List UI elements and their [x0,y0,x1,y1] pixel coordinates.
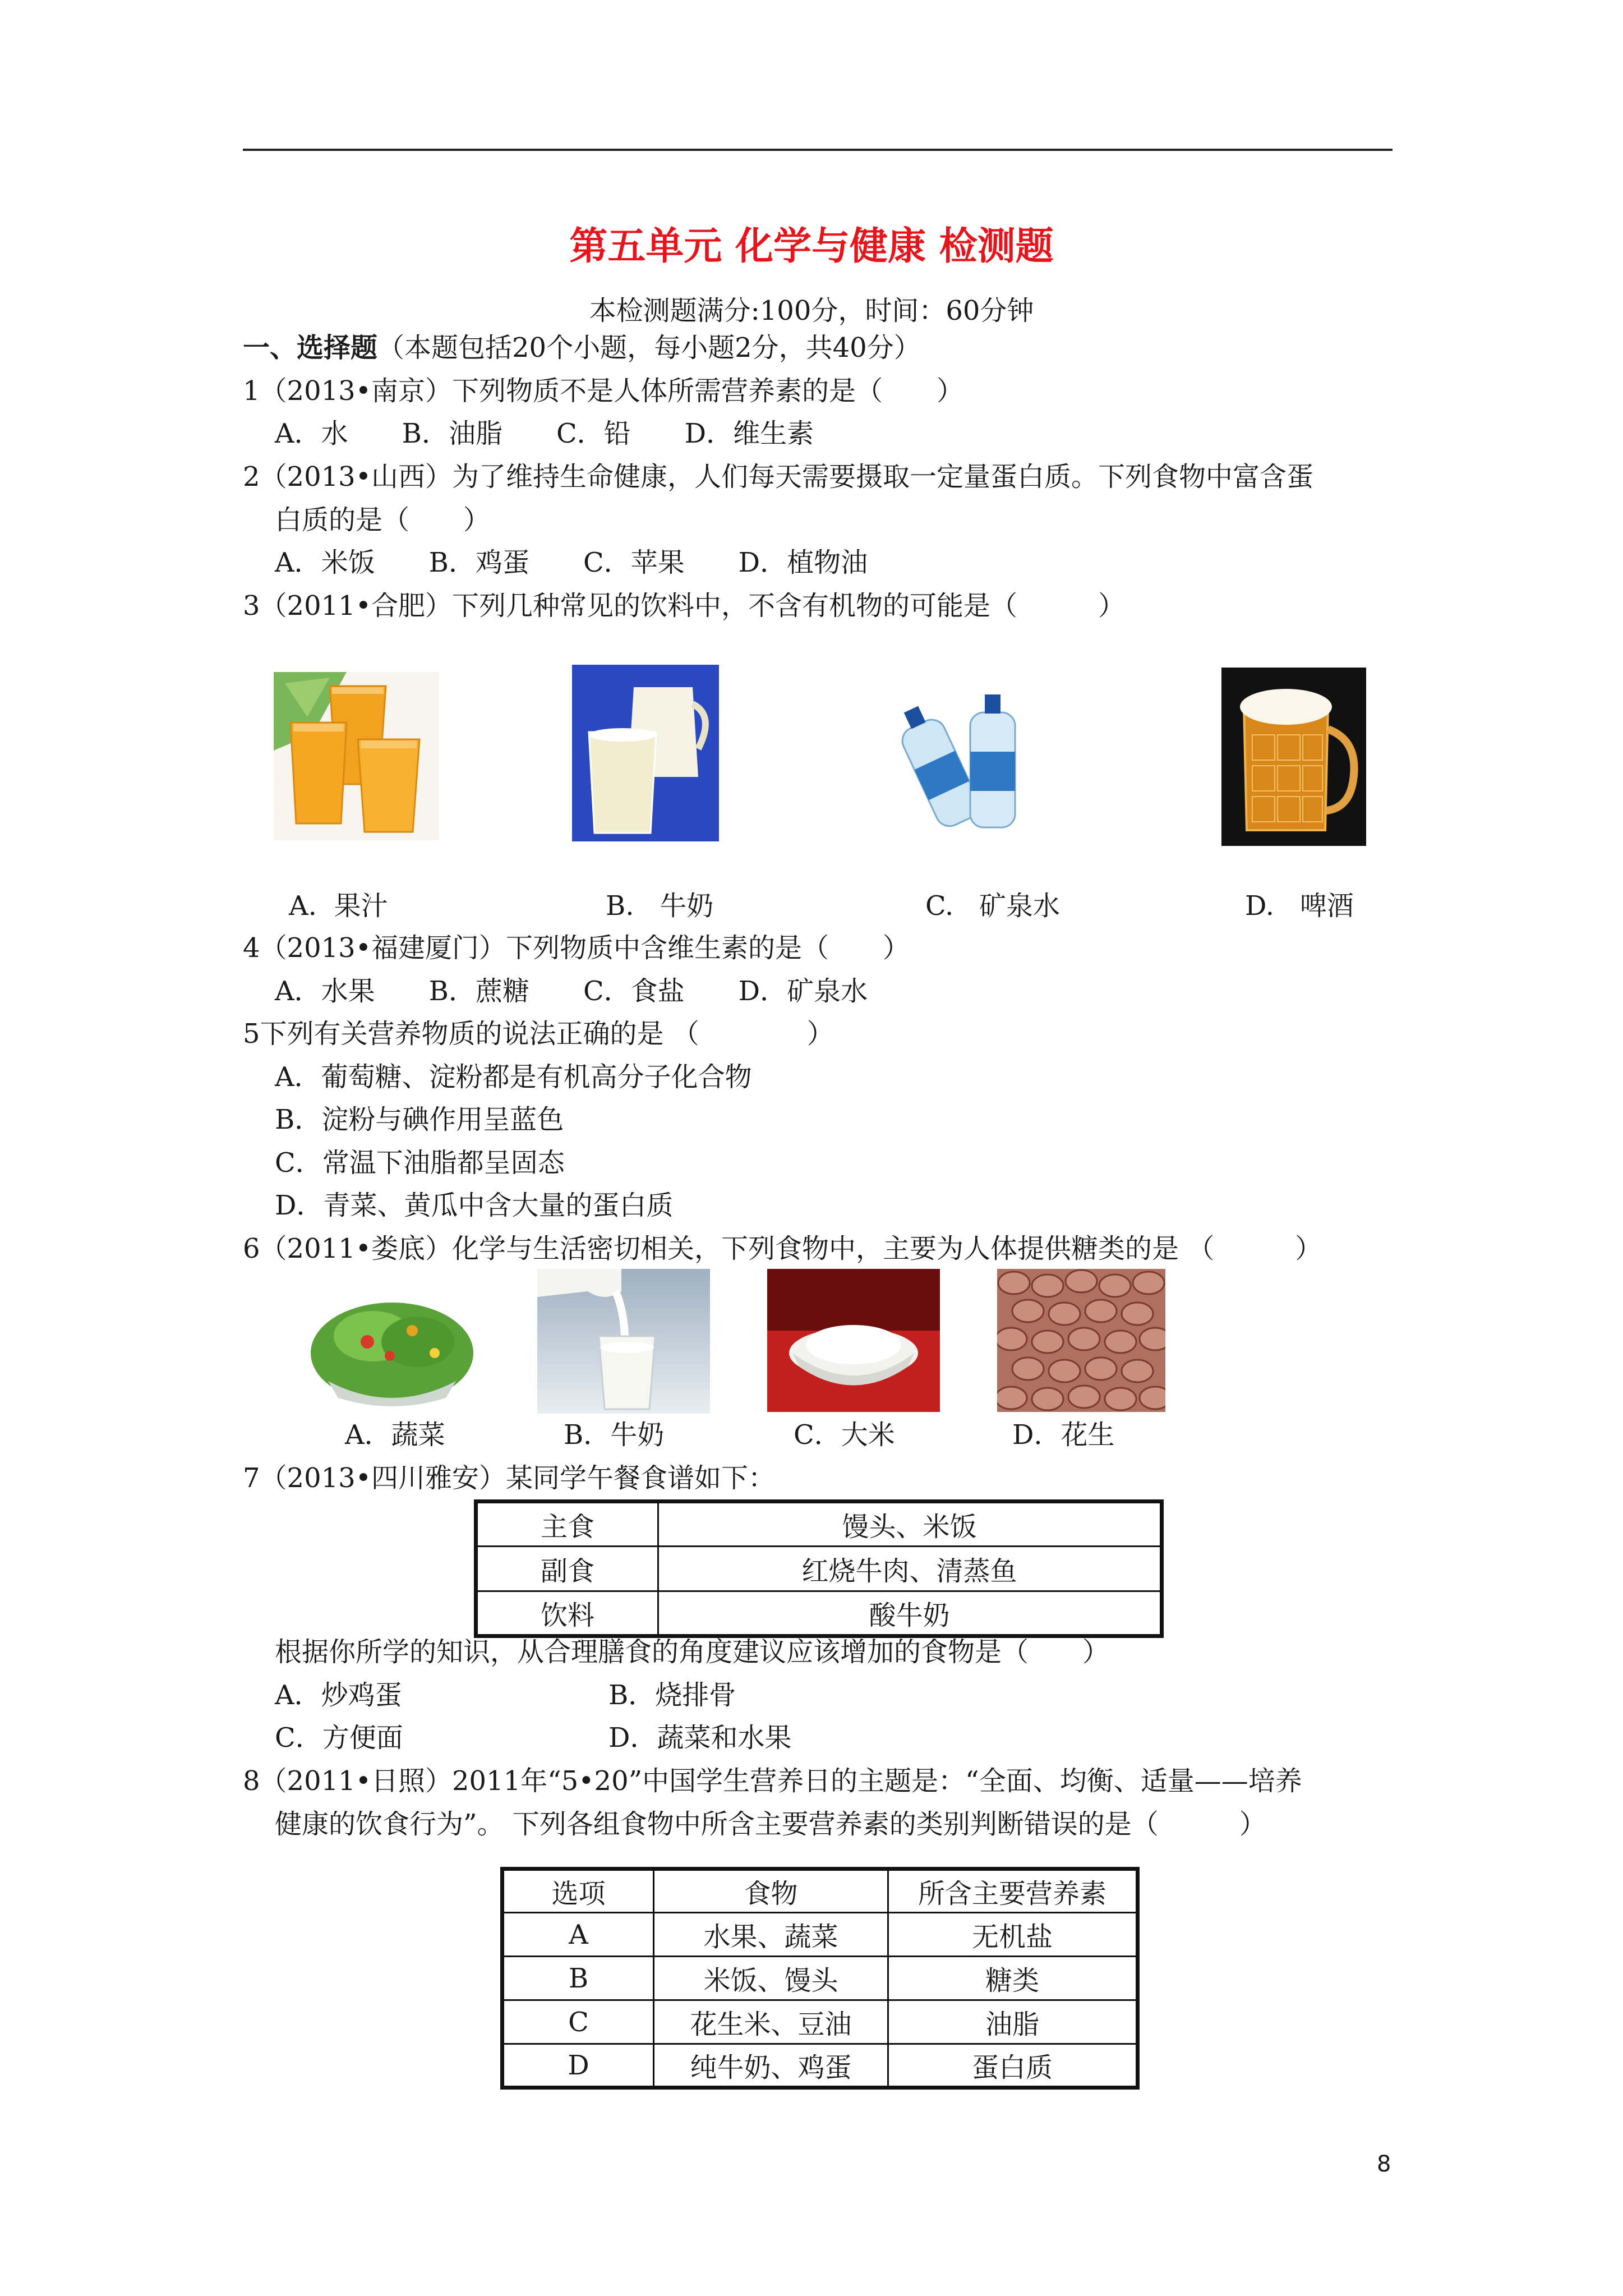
food-cell: 花生米、豆油 [654,2000,888,2044]
column-header: 所含主要营养素 [888,1869,1138,1913]
table-row [476,1547,1162,1591]
milk-image [572,665,719,841]
q1-stem: 1（2013•南京）下列物质不是人体所需营养素的是（ ） [243,375,964,407]
option-cell: A [502,1913,654,1957]
section-note: （本题包括20个小题，每小题2分，共40分） [377,332,921,364]
option-cell: B [502,1957,654,2000]
q2-stem: 2（2013•山西）为了维持生命健康，人们每天需要摄取一定量蛋白质。下列食物中富含蛋 [243,461,1314,493]
q5-option-d: D．青菜、黄瓜中含大量的蛋白质 [275,1190,674,1221]
nutrient-table [500,1867,1140,2090]
table-row [476,1591,1162,1636]
option-cell: C [502,2000,654,2044]
food-cell: 纯牛奶、鸡蛋 [654,2044,888,2088]
table-row [502,1913,1138,1957]
q3-option-a: A. 果汁 [289,890,388,922]
juice-image [274,672,439,840]
section-heading [243,331,921,365]
q7-stem: 7（2013•四川雅安）某同学午餐食谱如下： [243,1462,776,1494]
q3-stem: 3（2011•合肥）下列几种常见的饮料中，不含有机物的可能是（ ） [243,590,1126,622]
option-cell: D [502,2044,654,2088]
food-cell: 水果、蔬菜 [654,1913,888,1957]
beer-image [1221,668,1366,846]
q7-option-b: B．烧排骨 [608,1680,736,1711]
q5-option-b: B．淀粉与碘作用呈蓝色 [275,1104,564,1135]
q6-option-a: A．蔬菜 [345,1419,445,1451]
q4-options: A．水果 B．蔗糖 C．食盐 D．矿泉水 [275,976,868,1007]
q1-options: A．水 B．油脂 C．铅 D．维生素 [275,418,814,449]
mineral-water-image [880,679,1032,833]
q5-option-a: A．葡萄糖、淀粉都是有机高分子化合物 [275,1061,752,1093]
q5-option-c: C．常温下油脂都呈固态 [275,1147,565,1179]
header-rule [243,149,1393,151]
column-header: 选项 [502,1869,654,1913]
table-row [502,2000,1138,2044]
q2-options: A．米饭 B．鸡蛋 C．苹果 D．植物油 [275,547,868,578]
rice-image [767,1269,940,1412]
nutrient-cell: 无机盐 [888,1913,1138,1957]
q8-stem: 8（2011•日照）2011年“5•20”中国学生营养日的主题是：“全面、均衡、适量——培养 [243,1765,1302,1797]
q3-option-d: D. 啤酒 [1245,890,1354,922]
page-subtitle: 本检测题满分:100分，时间：60分钟 [589,295,1034,326]
table-row [502,1957,1138,2000]
menu-category: 饮料 [476,1591,658,1636]
column-header: 食物 [654,1869,888,1913]
q7-option-a: A．炒鸡蛋 [275,1680,402,1711]
nutrient-cell: 油脂 [888,2000,1138,2044]
q7-stem-cont: 根据你所学的知识，从合理膳食的角度建议应该增加的食物是（ ） [275,1636,1110,1668]
q6-option-b: B．牛奶 [564,1419,665,1451]
q6-option-c: C．大米 [794,1419,895,1451]
q3-option-c: C. 矿泉水 [925,890,1061,922]
food-cell: 米饭、馒头 [654,1957,888,2000]
vegetable-salad-image [306,1269,478,1412]
q5-stem: 5下列有关营养物质的说法正确的是 （ ） [243,1018,834,1050]
section-title: 一、选择题 [243,332,378,364]
milk-pouring-image [537,1269,710,1414]
menu-category: 副食 [476,1547,658,1591]
table-row [476,1502,1162,1547]
q8-stem-cont: 健康的饮食行为”。 下列各组食物中所含主要营养素的类别判断错误的是（ ） [275,1809,1266,1840]
page-title: 第五单元 化学与健康 检测题 [569,224,1054,269]
nutrient-cell: 糖类 [888,1957,1138,2000]
page-number: 8 [1377,2151,1391,2177]
peanut-image [997,1269,1165,1412]
menu-items: 馒头、米饭 [658,1502,1162,1547]
q7-option-c: C．方便面 [275,1722,403,1754]
q6-stem: 6（2011•娄底）化学与生活密切相关，下列食物中，主要为人体提供糖类的是 （ ） [243,1233,1322,1264]
q6-option-d: D．花生 [1012,1419,1115,1451]
q3-option-b: B. 牛奶 [606,890,714,922]
nutrient-cell: 蛋白质 [888,2044,1138,2088]
lunch-menu-table [474,1499,1164,1638]
menu-items: 酸牛奶 [658,1591,1162,1636]
table-row [502,2044,1138,2088]
q2-stem-cont: 白质的是（ ） [275,504,491,536]
q7-option-d: D．蔬菜和水果 [608,1722,792,1754]
menu-items: 红烧牛肉、清蒸鱼 [658,1547,1162,1591]
menu-category: 主食 [476,1502,658,1547]
q4-stem: 4（2013•福建厦门）下列物质中含维生素的是（ ） [243,932,910,964]
table-header-row [502,1869,1138,1913]
